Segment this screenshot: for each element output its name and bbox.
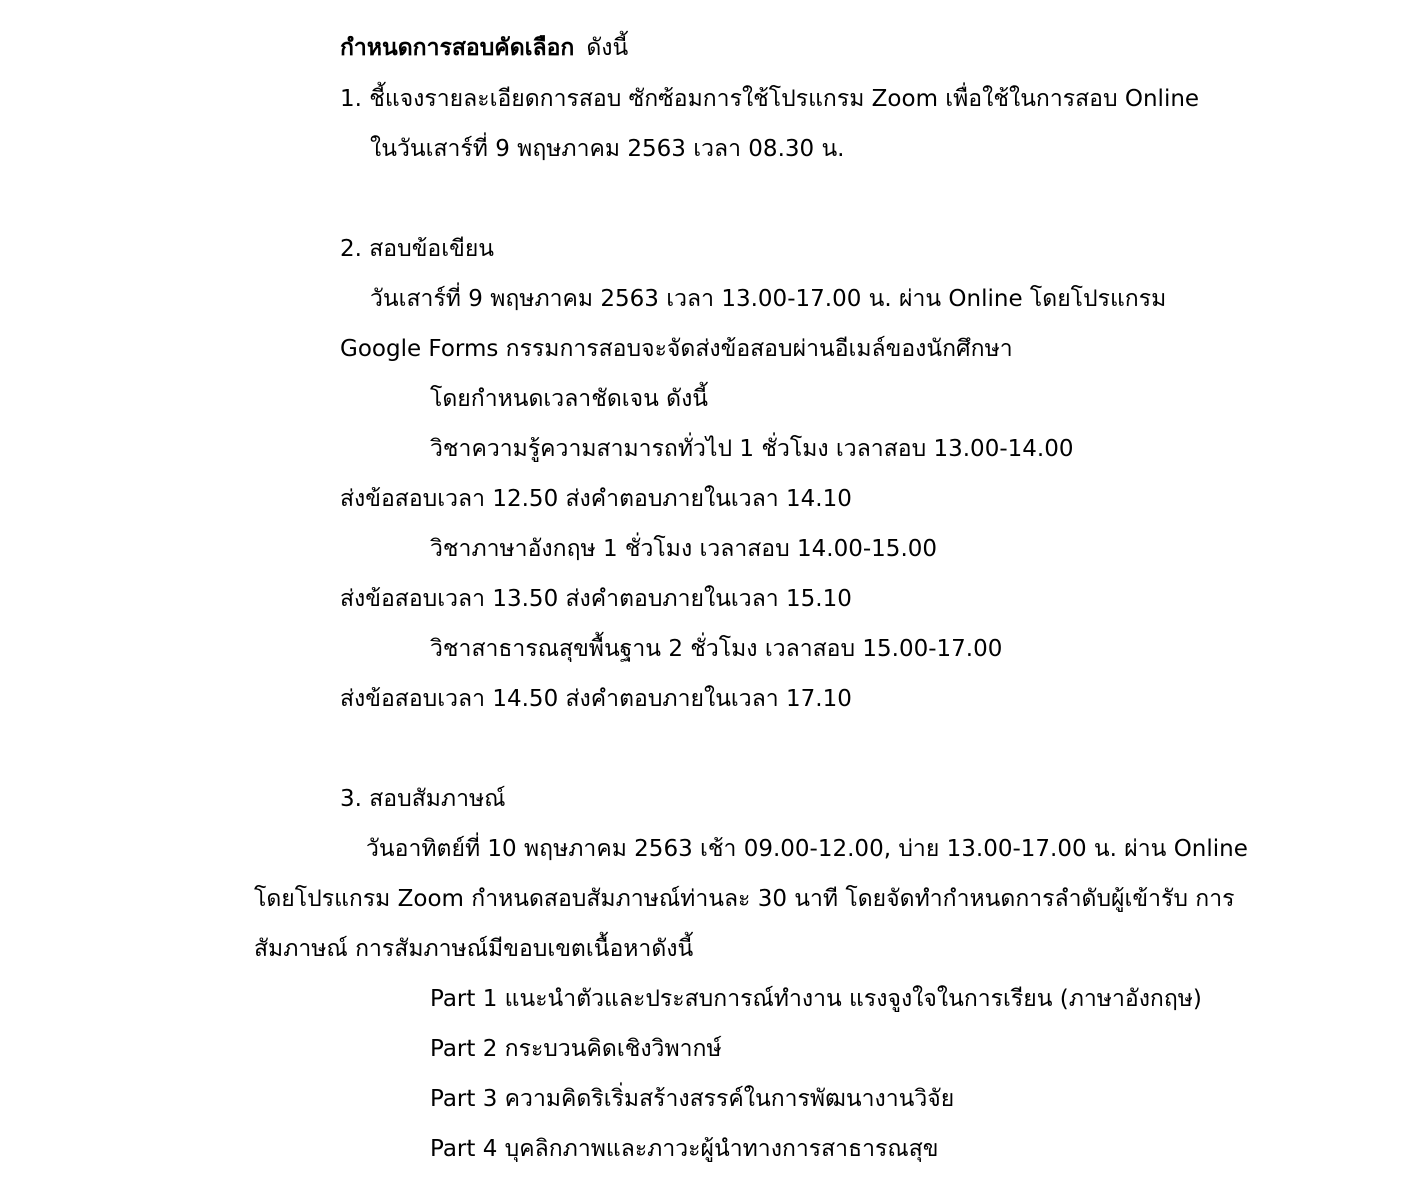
interview-part-2: Part 2 กระบวนคิดเชิงวิพากษ์ <box>430 1036 722 1062</box>
item3-title: 3. สอบสัมภาษณ์ <box>340 786 506 812</box>
interview-part-1: Part 1 แนะนำตัวและประสบการณ์ทำงาน แรงจูงใจในการเรียน (ภาษาอังกฤษ) <box>430 986 1202 1012</box>
item1-line2: ในวันเสาร์ที่ 9 พฤษภาคม 2563 เวลา 08.30 น. <box>370 136 845 162</box>
item2-send2: ส่งข้อสอบเวลา 13.50 ส่งคำตอบภายในเวลา 15.10 <box>340 586 852 612</box>
interview-part-3: Part 3 ความคิดริเริ่มสร้างสรรค์ในการพัฒนางานวิจัย <box>430 1086 955 1112</box>
item3-line1: วันอาทิตย์ที่ 10 พฤษภาคม 2563 เช้า 09.00-12.00, บ่าย 13.00-17.00 น. ผ่าน Online <box>366 836 1248 862</box>
schedule-heading <box>340 33 628 63</box>
item3-line2: โดยโปรแกรม Zoom กำหนดสอบสัมภาษณ์ท่านละ 30 นาที โดยจัดทำกำหนดการลำดับผู้เข้ารับ การ <box>254 886 1235 912</box>
schedule-heading-bold: กำหนดการสอบคัดเลือก <box>340 35 575 61</box>
item3-line3: สัมภาษณ์ การสัมภาษณ์มีขอบเขตเนื้อหาดังนี้ <box>254 936 694 962</box>
item2-title: 2. สอบข้อเขียน <box>340 236 495 262</box>
item1-line1: 1. ชี้แจงรายละเอียดการสอบ ซักซ้อมการใช้โปรแกรม Zoom เพื่อใช้ในการสอบ Online <box>340 86 1200 112</box>
interview-part-4: Part 4 บุคลิกภาพและภาวะผู้นำทางการสาธารณสุข <box>430 1136 939 1162</box>
schedule-heading-rest: ดังนี้ <box>586 35 629 61</box>
item2-line3: โดยกำหนดเวลาชัดเจน ดังนี้ <box>430 386 709 412</box>
item2-send1: ส่งข้อสอบเวลา 12.50 ส่งคำตอบภายในเวลา 14.10 <box>340 486 852 512</box>
item2-send3: ส่งข้อสอบเวลา 14.50 ส่งคำตอบภายในเวลา 17.10 <box>340 686 852 712</box>
item2-line2: Google Forms กรรมการสอบจะจัดส่งข้อสอบผ่านอีเมล์ของนักศึกษา <box>340 336 1013 362</box>
item2-subject1: วิชาความรู้ความสามารถทั่วไป 1 ชั่วโมง เวลาสอบ 13.00-14.00 <box>430 436 1074 462</box>
item2-line1: วันเสาร์ที่ 9 พฤษภาคม 2563 เวลา 13.00-17.00 น. ผ่าน Online โดยโปรแกรม <box>370 286 1167 312</box>
item2-subject2: วิชาภาษาอังกฤษ 1 ชั่วโมง เวลาสอบ 14.00-15.00 <box>430 536 938 562</box>
item2-subject3: วิชาสาธารณสุขพื้นฐาน 2 ชั่วโมง เวลาสอบ 15.00-17.00 <box>430 636 1003 662</box>
